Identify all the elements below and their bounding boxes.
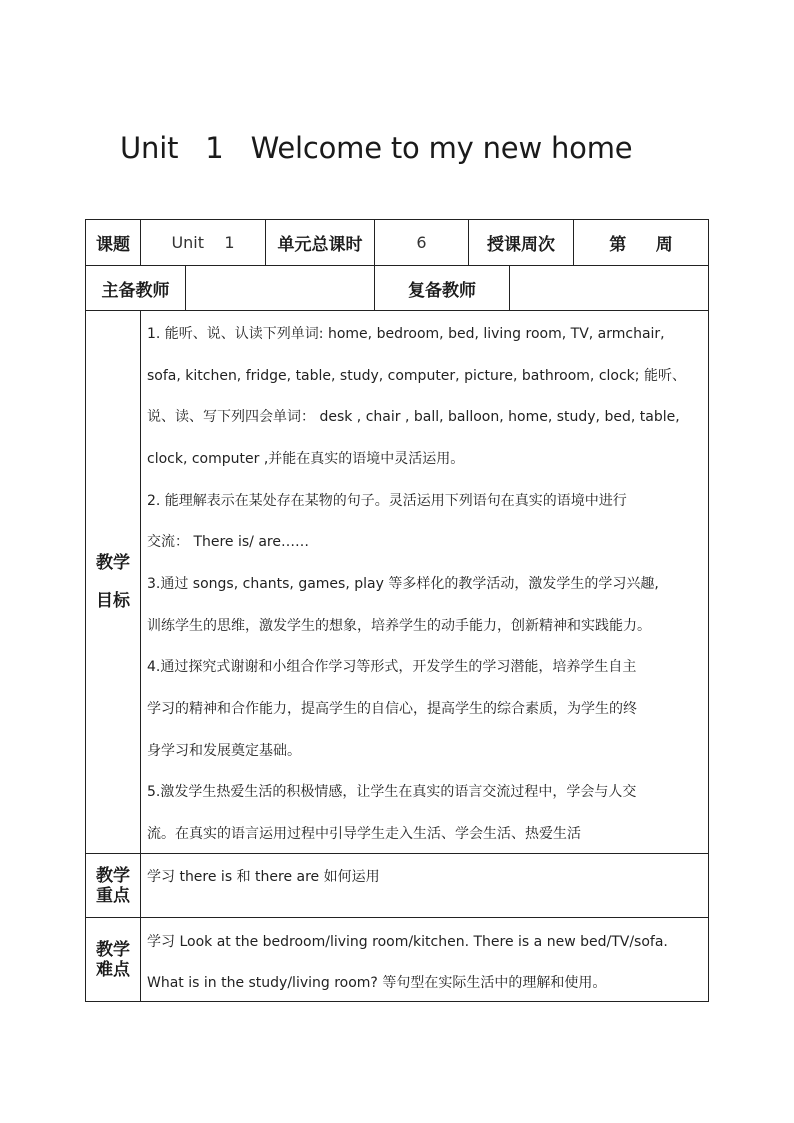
key-points-text: 学习 there is 和 there are 如何运用 <box>147 869 380 885</box>
key-points-label-line1: 教学 <box>96 865 130 886</box>
week-value: 第 周 <box>609 235 673 255</box>
unit-hours-label: 单元总课时 <box>277 235 363 255</box>
objective-line: sofa, kitchen, fridge, table, study, computer, picture, bathroom, clock; 能听、 <box>147 368 686 384</box>
topic-label: 课题 <box>96 235 130 255</box>
objective-line: 训练学生的思维，激发学生的想象，培养学生的动手能力，创新精神和实践能力。 <box>147 618 651 634</box>
objectives-label-line1: 教学 <box>96 553 130 573</box>
week-label: 授课周次 <box>487 235 555 255</box>
objective-line: 1. 能听、说、认读下列单词: home, bedroom, bed, living room, TV, armchair, <box>147 326 665 342</box>
difficulties-label-line1: 教学 <box>96 939 130 960</box>
co-teacher-label: 复备教师 <box>408 280 476 301</box>
unit-hours-value: 6 <box>416 233 427 252</box>
row-divider <box>85 917 709 918</box>
objective-line: 5.激发学生热爱生活的积极情感，让学生在真实的语言交流过程中，学会与人交 <box>147 784 637 800</box>
difficulty-line: What is in the study/living room? 等句型在实际生活中的理解和使用。 <box>147 975 607 991</box>
objective-line: 学习的精神和合作能力，提高学生的自信心，提高学生的综合素质，为学生的终 <box>147 701 637 717</box>
objective-line: 4.通过探究式谢谢和小组合作学习等形式，开发学生的学习潜能，培养学生自主 <box>147 659 637 675</box>
objective-line: 2. 能理解表示在某处存在某物的句子。灵活运用下列语句在真实的语境中进行 <box>147 493 627 509</box>
objective-line: 身学习和发展奠定基础。 <box>147 743 301 759</box>
objective-line: clock, computer ,并能在真实的语境中灵活运用。 <box>147 451 465 467</box>
difficulties-label <box>86 918 140 1001</box>
objectives-label <box>86 311 140 853</box>
topic-value: Unit 1 <box>171 233 235 252</box>
objective-line: 流。在真实的语言运用过程中引导学生走入生活、学会生活、热爱生活 <box>147 826 581 842</box>
key-points-label <box>86 854 140 917</box>
co-teacher-value <box>510 266 708 310</box>
page-title: Unit 1 Welcome to my new home <box>120 131 633 165</box>
table-border <box>708 219 709 1002</box>
objective-line: 交流： There is/ are…… <box>147 534 309 550</box>
difficulties-label-line2: 难点 <box>96 959 130 980</box>
row-divider <box>85 853 709 854</box>
column-divider <box>140 310 141 1002</box>
row-divider <box>85 310 709 311</box>
objectives-label-line2: 目标 <box>96 591 130 611</box>
objective-line: 3.通过 songs, chants, games, play 等多样化的教学活动，激发学生的学习兴趣, <box>147 576 659 592</box>
objective-line: 说、读、写下列四会单词： desk , chair , ball, balloon, home, study, bed, table, <box>147 409 680 425</box>
table-border <box>85 1001 709 1002</box>
key-points-label-line2: 重点 <box>96 885 130 906</box>
main-teacher-label: 主备教师 <box>101 280 170 301</box>
main-teacher-value <box>186 266 374 310</box>
difficulty-line: 学习 Look at the bedroom/living room/kitchen. There is a new bed/TV/sofa. <box>147 934 668 950</box>
